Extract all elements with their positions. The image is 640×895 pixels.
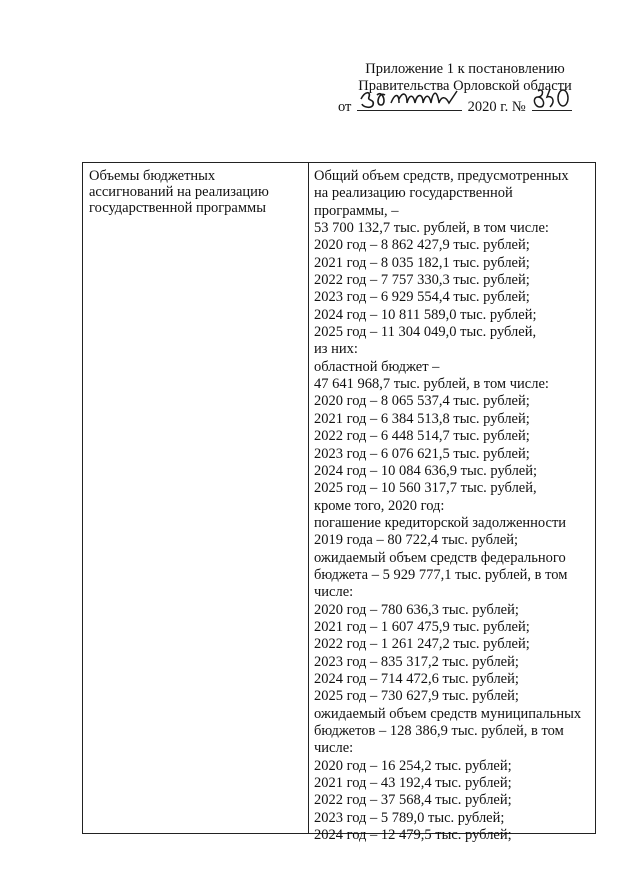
right-cell-line: 2019 года – 80 722,4 тыс. рублей;: [314, 532, 519, 549]
program-budget-table: [82, 162, 596, 844]
right-cell-line: 2020 год – 8 065 537,4 тыс. рублей;: [314, 393, 530, 410]
right-cell-line: 2025 год – 730 627,9 тыс. рублей;: [314, 688, 519, 705]
right-cell-line: погашение кредиторской задолженности: [314, 514, 567, 531]
right-cell-line: бюджетов – 128 386,9 тыс. рублей, в том: [314, 723, 564, 739]
right-cell-line: из них:: [314, 341, 358, 358]
right-cell-line: 2025 год – 11 304 049,0 тыс. рублей,: [314, 324, 537, 341]
right-cell-line: 2023 год – 6 076 621,5 тыс. рублей;: [314, 445, 530, 462]
right-cell-line: 2020 год – 16 254,2 тыс. рублей;: [314, 757, 512, 774]
right-cell-line: 2024 год – 10 811 589,0 тыс. рублей;: [314, 306, 537, 323]
right-cell-line: бюджета – 5 929 777,1 тыс. рублей, в том: [314, 566, 568, 583]
left-cell-line: Объемы бюджетных: [89, 168, 216, 184]
right-cell-line: программы, –: [314, 202, 399, 219]
date-prefix: от: [338, 99, 352, 115]
left-cell-line: государственной программы: [89, 200, 266, 216]
right-cell-line: на реализацию государственной: [314, 185, 513, 202]
right-cell-line: числе:: [314, 584, 354, 601]
right-cell-line: 2021 год – 43 192,4 тыс. рублей;: [314, 775, 512, 792]
appendix-authority: Правительства Орловской области: [358, 78, 572, 94]
right-cell-line: 2024 год – 714 472,6 тыс. рублей;: [314, 670, 519, 687]
right-cell-line: 2021 год – 1 607 475,9 тыс. рублей;: [314, 618, 530, 635]
appendix-title: Приложение 1 к постановлению: [365, 61, 565, 77]
right-cell-line: 2022 год – 37 568,4 тыс. рублей;: [314, 792, 512, 809]
right-cell-line: 2021 год – 6 384 513,8 тыс. рублей;: [314, 410, 530, 427]
handwritten-number: [532, 95, 572, 111]
right-cell-line: 2020 год – 780 636,3 тыс. рублей;: [314, 601, 519, 618]
right-cell-line: областной бюджет –: [314, 358, 440, 375]
right-cell-line: ожидаемый объем средств муниципальных: [314, 705, 582, 722]
right-cell-line: 2023 год – 6 929 554,4 тыс. рублей;: [314, 289, 530, 306]
right-cell-line: ожидаемый объем средств федерального: [314, 549, 566, 566]
table-right-cell: [314, 168, 596, 844]
right-cell-line: 2024 год – 12 479,5 тыс. рублей;: [314, 827, 512, 844]
right-cell-line: 47 641 968,7 тыс. рублей, в том числе:: [314, 376, 549, 393]
right-cell-line: 2024 год – 10 084 636,9 тыс. рублей;: [314, 462, 538, 479]
handwritten-date: [357, 95, 462, 111]
left-cell-line: ассигнований на реализацию: [89, 184, 269, 200]
handwritten-date-scribble: [357, 85, 462, 111]
right-cell-line: 2023 год – 835 317,2 тыс. рублей;: [314, 653, 519, 670]
right-cell-line: 2025 год – 10 560 317,7 тыс. рублей,: [314, 480, 537, 497]
right-cell-line: 2022 год – 7 757 330,3 тыс. рублей;: [314, 272, 530, 289]
right-cell-line: кроме того, 2020 год:: [314, 497, 445, 514]
handwritten-number-scribble: [532, 85, 572, 111]
appendix-header: [330, 61, 600, 116]
table-left-cell: [89, 168, 303, 216]
right-cell-line: 2021 год – 8 035 182,1 тыс. рублей;: [314, 254, 530, 271]
right-cell-line: 2022 год – 1 261 247,2 тыс. рублей;: [314, 636, 530, 653]
right-cell-line: 2020 год – 8 862 427,9 тыс. рублей;: [314, 237, 530, 254]
right-cell-line: числе:: [314, 740, 354, 757]
right-cell-line: 2022 год – 6 448 514,7 тыс. рублей;: [314, 428, 530, 445]
table-column-divider: [308, 163, 309, 833]
right-cell-line: 2023 год – 5 789,0 тыс. рублей;: [314, 809, 505, 826]
appendix-date-line: [330, 95, 600, 116]
year-number-label: 2020 г. №: [467, 99, 526, 115]
right-cell-line: Общий объем средств, предусмотренных: [314, 168, 569, 184]
right-cell-line: 53 700 132,7 тыс. рублей, в том числе:: [314, 220, 549, 237]
